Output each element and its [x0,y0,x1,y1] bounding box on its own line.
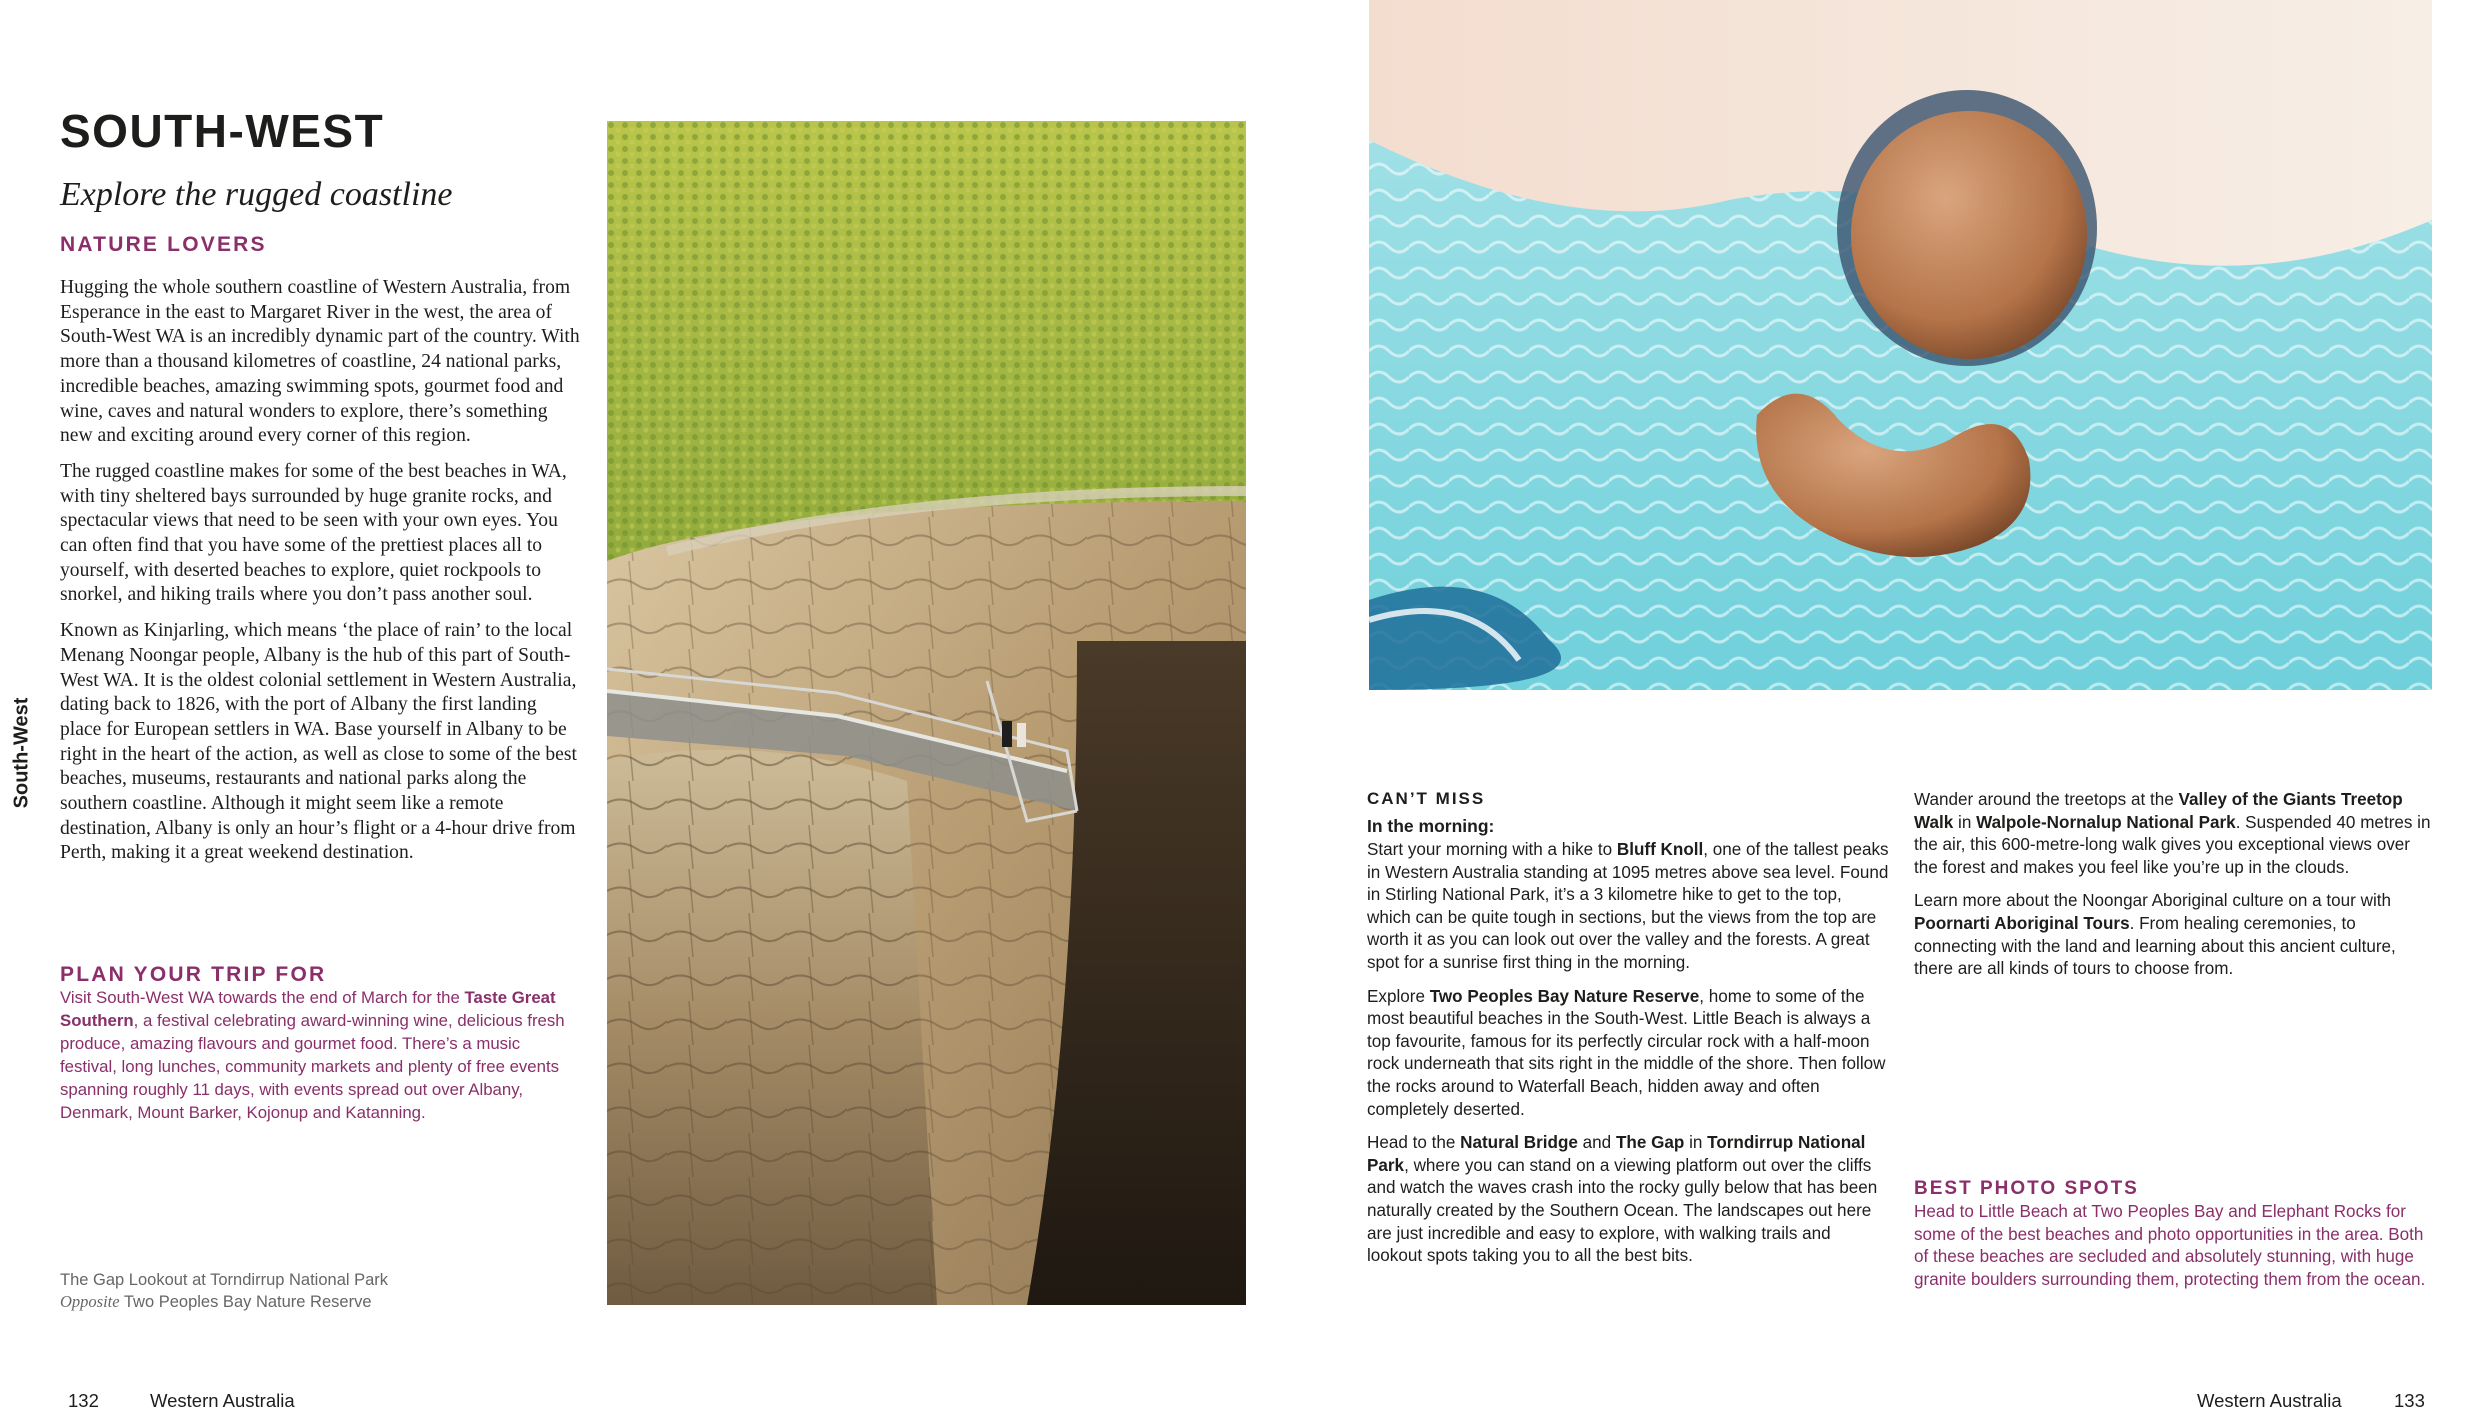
right-column [1914,789,2432,992]
p3-text-e: in [1684,1133,1708,1153]
p1-text-a: Start your morning with a hike to [1367,840,1617,859]
caption-line-1: The Gap Lookout at Torndirrup National Park [60,1271,389,1289]
two-peoples-bay-photo [1369,0,2432,690]
body-paragraph-3: Known as Kinjarling, which means ‘the place of rain’ to the local Menang Noongar people, Albany is the hub of this part of South-West WA. It is the oldest colonial settlement in Western Australia, dating back to 1826, with the port of Albany the first landing place for European settlers in WA. Base yourself in Albany to be right in the heart of the action, as well as close to some of the best beaches, museums, restaurants and national parks along the southern coastline. Although it might seem like a remote destination, Albany is only an hour’s flight or a 4-hour drive from Perth, making it a great weekend destination. [60,620,577,864]
p5-text-c: . From healing ceremonies, to connecting with the land and learning about this ancient culture, there are all kinds of tours to choose from. [1914,913,2396,979]
caption-opposite-text: Two Peoples Bay Nature Reserve [119,1293,372,1311]
p3-text-c: and [1577,1133,1616,1153]
plan-trip-text-start: Visit South-West WA towards the end of March for the [60,988,465,1007]
poornarti-paragraph [1914,890,2432,980]
page-number-right: 133 [2394,1390,2425,1411]
p4-text-e: . Suspended 40 metres in the air, this 600-metre-long walk gives you exceptional views over the forest and makes you feel like you’re up in the clouds. [1914,812,2431,877]
section-kicker: NATURE LOVERS [60,233,267,256]
gap-lookout-photo [607,121,1246,1305]
body-paragraph-1: Hugging the whole southern coastline of Western Australia, from Esperance in the east to Margaret River in the west, the area of South-West WA is an incredibly dynamic part of the country. With more than a thousand kilometres of coastline, 24 national parks, incredible beaches, amazing swimming spots, gourmet food and wine, caves and natural wonders to explore, there’s something new and exciting around every corner of this region. [60,277,580,447]
section-side-tab [4,697,40,809]
p4-text-c: in [1953,812,1977,832]
page-subtitle: Explore the rugged coastline [60,176,453,213]
page-title: SOUTH-WEST [60,105,385,157]
body-paragraph-2: The rugged coastline makes for some of the best beaches in WA, with tiny sheltered bays surrounded by huge granite rocks, and spectacular views that need to be seen with your own eyes. You can often find that you have some of the prettiest places all to yourself, with deserted beaches to explore, quiet rockpools to snorkel, and hiking trails where you don’t pass another soul. [60,460,567,606]
the-gap: The Gap [1615,1133,1685,1153]
two-peoples-bay: Two Peoples Bay Nature Reserve [1429,986,1700,1006]
walpole-nornalup: Walpole-Nornalup National Park [1976,812,2236,832]
valley-of-giants: Valley of the Giants Treetop Walk [1914,790,2403,832]
p2-text-a: Explore [1367,986,1430,1006]
bluff-knoll: Bluff Knoll [1616,840,1704,859]
best-photo-spots-text: Head to Little Beach at Two Peoples Bay and Elephant Rocks for some of the best beaches and photo opportunities in the area. Both of these beaches are secluded and absolutely stunning, with huge granite boulders surrounding them, protecting them from the ocean. [1914,1202,2426,1289]
p2-text-c: , home to some of the most beautiful beaches in the South-West. Little Beach is always a top favourite, famous for its perfectly circular rock with a half-moon rock underneath that sits right in the middle of the shore. Then follow the rocks around to Waterfall Beach, hidden away and often completely deserted. [1367,986,1886,1119]
taste-great-southern: Taste Great Southern [60,988,556,1030]
valley-of-giants-paragraph [1914,789,2432,879]
caption-line-2 [60,1291,388,1313]
best-photo-spots-heading: BEST PHOTO SPOTS [1914,1178,2139,1199]
running-title-left: Western Australia [150,1390,295,1411]
poornarti-tours: Poornarti Aboriginal Tours [1914,913,2130,933]
in-the-morning-subheading: In the morning: [1367,816,1495,836]
gap-lookout-illustration [607,121,1246,1305]
side-tab-label: South-West [10,697,33,809]
page-number-left: 132 [68,1390,99,1411]
plan-trip-heading: PLAN YOUR TRIP FOR [60,963,327,986]
p3-text-a: Head to the [1367,1133,1461,1153]
torndirrup-national-park: Torndirrup National Park [1367,1133,1866,1175]
natural-bridge-paragraph [1367,1132,1889,1268]
two-peoples-bay-paragraph [1367,986,1889,1122]
photo-caption [60,1269,388,1313]
p4-text-a: Wander around the treetops at the [1914,790,2179,809]
cant-miss-label: CAN’T MISS [1367,789,1486,808]
plan-trip-text [60,987,580,1124]
natural-bridge: Natural Bridge [1460,1133,1578,1153]
p5-text-a: Learn more about the Noongar Aboriginal culture on a tour with [1914,891,2392,911]
bluff-knoll-paragraph [1367,839,1889,975]
p3-text-g: , where you can stand on a viewing platform out over the cliffs and watch the waves crash into the rocky gully below that has been naturally created by the Southern Ocean. The landscapes out here are just incredible and easy to explore, with walking trails and lookout spots taking you to all the best bits. [1367,1155,1878,1266]
cant-miss-column [1367,839,1889,1279]
plan-trip-text-end: , a festival celebrating award-winning wine, delicious fresh produce, amazing flavours and gourmet food. There’s a music festival, long lunches, community markets and plenty of free events spanning roughly 11 days, with events spread out over Albany, Denmark, Mount Barker, Kojonup and Katanning. [60,1010,565,1122]
two-peoples-bay-illustration [1369,0,2432,690]
intro-body [60,276,580,877]
p1-text-c: , one of the tallest peaks in Western Australia standing at 1095 metres above sea level. Found in Stirling National Park, it’s a 3 kilometre hike to get to the top, which can be quite tough in sections, but the views from the top are worth it as you can look out over the valley and the forests. A great spot for a sunrise first thing in the morning. [1367,840,1889,972]
running-title-right: Western Australia [2197,1390,2342,1411]
caption-opposite: Opposite [60,1292,120,1311]
